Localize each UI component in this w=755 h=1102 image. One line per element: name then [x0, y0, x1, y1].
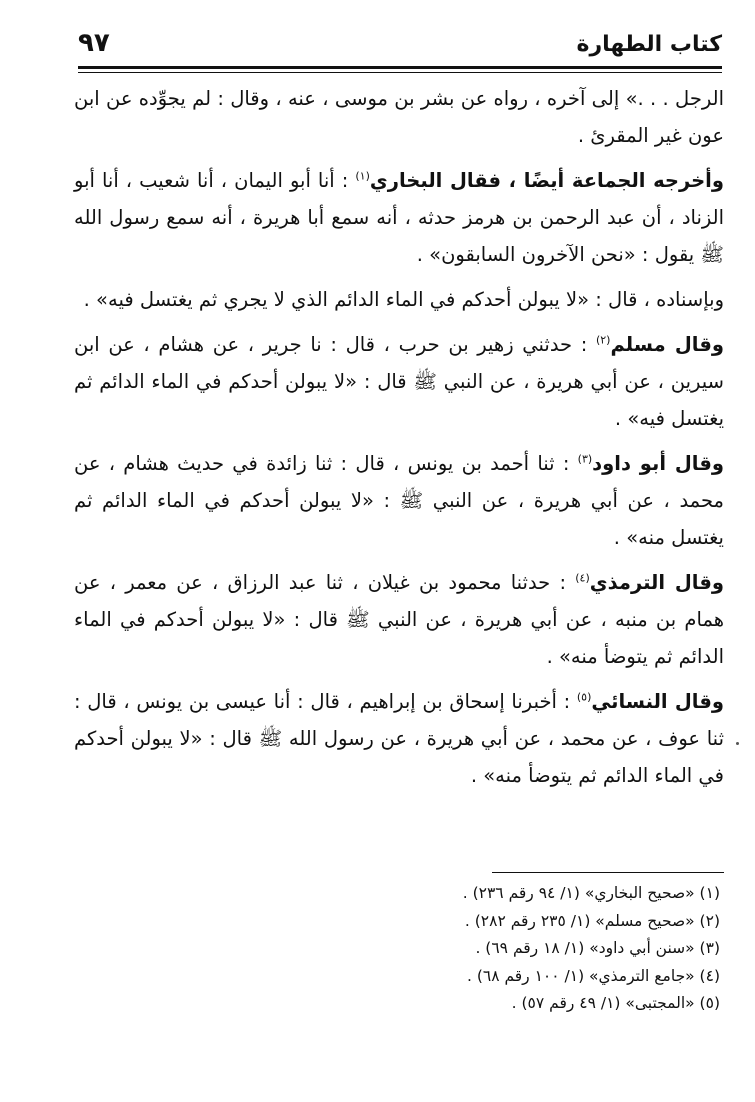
paragraph [74, 281, 724, 318]
paragraph-lead: وقال الترمذي [589, 571, 724, 594]
footnote: (٥) «المجتبى» (١/ ٤٩ رقم ٥٧) . [511, 994, 720, 1012]
main-text [74, 80, 724, 802]
paragraph [74, 80, 724, 154]
paragraph-text: : حدثني زهير بن حرب ، قال : نا جرير ، عن هشام ، عن ابن سيرين ، عن أبي هريرة ، عن النبي ﷺ قال : «لا يبولن أحدكم في الماء الدائم ثم يغتسل فيه» . [74, 333, 724, 430]
footnote-ref: (١) [355, 169, 370, 183]
paragraph-text: : أخبرنا إسحاق بن إبراهيم ، قال : أنا عيسى بن يونس ، قال : ثنا عوف ، عن محمد ، عن أبي هريرة ، عن رسول الله ﷺ قال : «لا يبولن أحدكم في الماء الدائم ثم يتوضأ منه» . [74, 690, 724, 787]
paragraph-text: الرجل . . .» إلى آخره ، رواه عن بشر بن موسى ، عنه ، وقال : لم يجوِّده عن ابن عون غير المقرئ . [74, 87, 724, 147]
footnote-ref: (٣) [577, 452, 593, 466]
footnotes [300, 880, 720, 1018]
header-rule-thick [78, 66, 722, 69]
footnote-ref: (٥) [576, 690, 592, 704]
page-header [78, 28, 722, 66]
footnote-ref: (٤) [575, 571, 590, 585]
paragraph-text: وبإسناده ، قال : «لا يبولن أحدكم في الماء الدائم الذي لا يجري ثم يغتسل فيه» . [83, 288, 724, 311]
footnote: (٤) «جامع الترمذي» (١/ ١٠٠ رقم ٦٨) . [466, 966, 720, 985]
paragraph-text: : أنا أبو اليمان ، أنا شعيب ، أنا أبو الزناد ، أن عبد الرحمن بن هرمز حدثه ، أنه سمع أبا هريرة ، أنه سمع رسول الله ﷺ يقول : «نحن الآخرون السابقون» . [74, 169, 724, 266]
paragraph-text: : حدثنا محمود بن غيلان ، ثنا عبد الرزاق ، عن معمر ، عن همام بن منبه ، عن أبي هريرة ، عن النبي ﷺ قال : «لا يبولن أحدكم في الماء الدائم ثم يتوضأ منه» . [74, 571, 724, 668]
footnote: (٣) «سنن أبي داود» (١/ ١٨ رقم ٦٩) . [475, 939, 720, 957]
paragraph [74, 162, 724, 273]
paragraph [74, 445, 724, 556]
running-title: كتاب الطهارة [576, 32, 722, 57]
footnote-ref: (٢) [595, 333, 611, 347]
paragraph [74, 683, 724, 794]
footnote: (٢) «صحيح مسلم» (١/ ٢٣٥ رقم ٢٨٢) . [464, 911, 720, 930]
header-rule-thin [78, 72, 722, 73]
footnote-rule [492, 872, 724, 873]
footnote: (١) «صحيح البخاري» (١/ ٩٤ رقم ٢٣٦) . [462, 884, 720, 902]
paragraph-lead: وقال أبو داود [592, 452, 724, 475]
paragraph-text: : ثنا أحمد بن يونس ، قال : ثنا زائدة في حديث هشام ، عن محمد ، عن أبي هريرة ، عن النبي ﷺ : «لا يبولن أحدكم في الماء الدائم ثم يغتسل منه» . [74, 452, 724, 549]
paragraph-lead: وأخرجه الجماعة أيضًا ، فقال البخاري [369, 169, 724, 192]
paragraph-lead: وقال مسلم [610, 333, 724, 356]
page-number: ٩٧ [78, 28, 110, 58]
paragraph [74, 326, 724, 437]
paragraph [74, 564, 724, 675]
margin-mark [736, 742, 739, 745]
paragraph-lead: وقال النسائي [591, 690, 724, 713]
